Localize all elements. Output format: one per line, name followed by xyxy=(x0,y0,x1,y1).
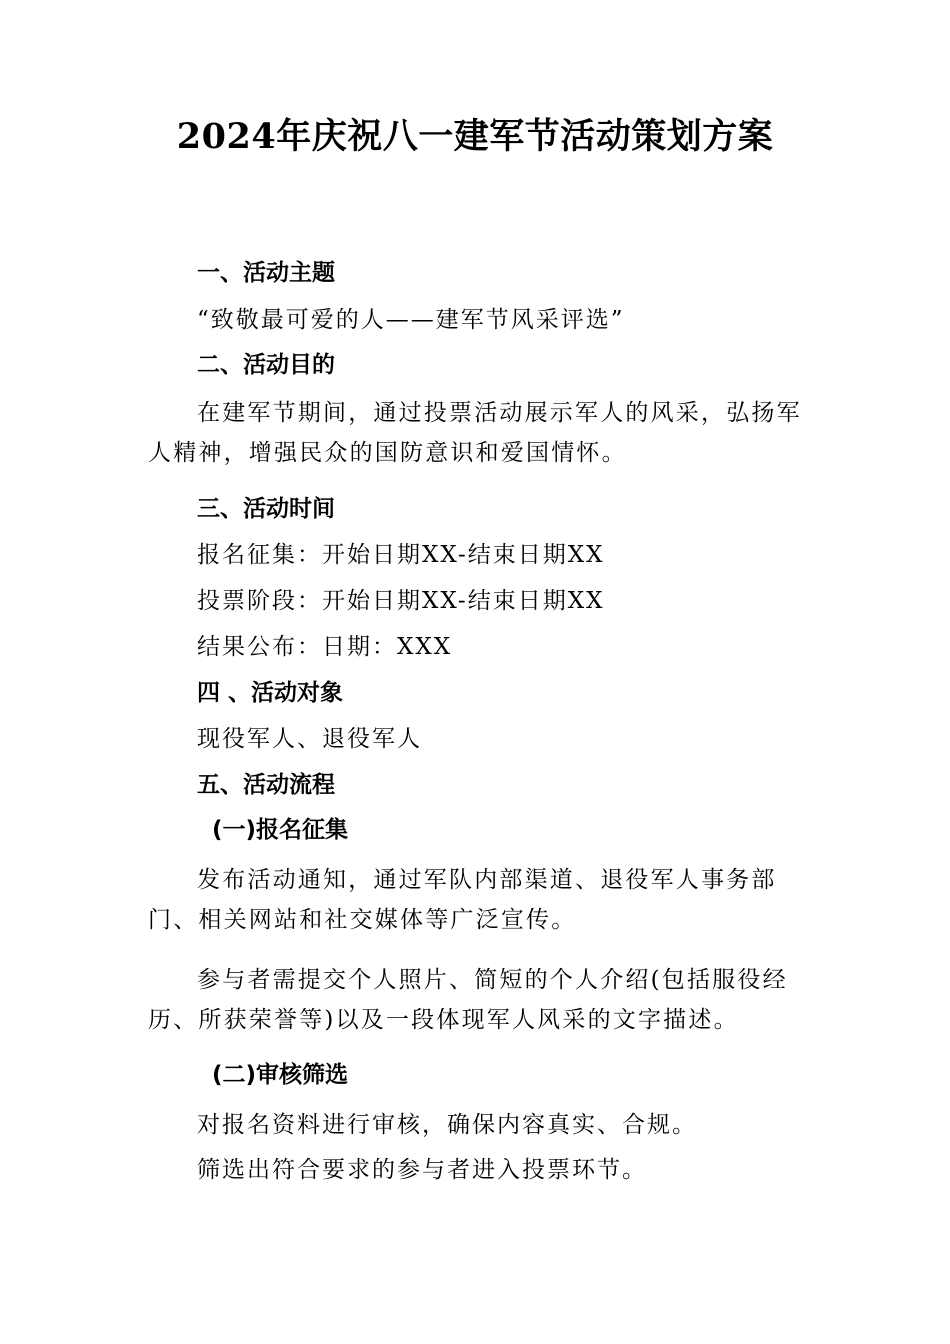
purpose-paragraph: 在建军节期间，通过投票活动展示军人的风采，弘扬军人精神，增强民众的国防意识和爱国情怀。 xyxy=(148,400,802,466)
target-text: 现役军人、退役军人 xyxy=(197,726,422,752)
document-title: 2024年庆祝八一建军节活动策划方案 xyxy=(176,116,774,157)
time-voting: 投票阶段：开始日期XX-结束日期XX xyxy=(197,588,605,614)
subsection-heading-review: (二)审核筛选 xyxy=(212,1062,349,1088)
subsection-heading-registration: (一)报名征集 xyxy=(212,817,349,843)
review-line-1: 对报名资料进行审核，确保内容真实、合规。 xyxy=(197,1112,697,1138)
section-heading-purpose: 二、活动目的 xyxy=(197,352,335,378)
registration-paragraph-2: 参与者需提交个人照片、简短的个人介绍(包括服役经历、所获荣誉等)以及一段体现军人风采的文字描述。 xyxy=(148,967,788,1033)
theme-text: “致敬最可爱的人——建军节风采评选” xyxy=(197,307,625,333)
review-line-2: 筛选出符合要求的参与者进入投票环节。 xyxy=(197,1157,647,1183)
section-heading-theme: 一、活动主题 xyxy=(197,260,335,286)
section-heading-time: 三、活动时间 xyxy=(197,496,335,522)
time-registration: 报名征集：开始日期XX-结束日期XX xyxy=(197,542,605,568)
time-announcement: 结果公布：日期：XXX xyxy=(197,634,453,660)
section-heading-target: 四 、活动对象 xyxy=(197,680,344,706)
section-heading-process: 五、活动流程 xyxy=(197,772,335,798)
registration-paragraph-1: 发布活动通知，通过军队内部渠道、退役军人事务部门、相关网站和社交媒体等广泛宣传。 xyxy=(148,867,777,933)
